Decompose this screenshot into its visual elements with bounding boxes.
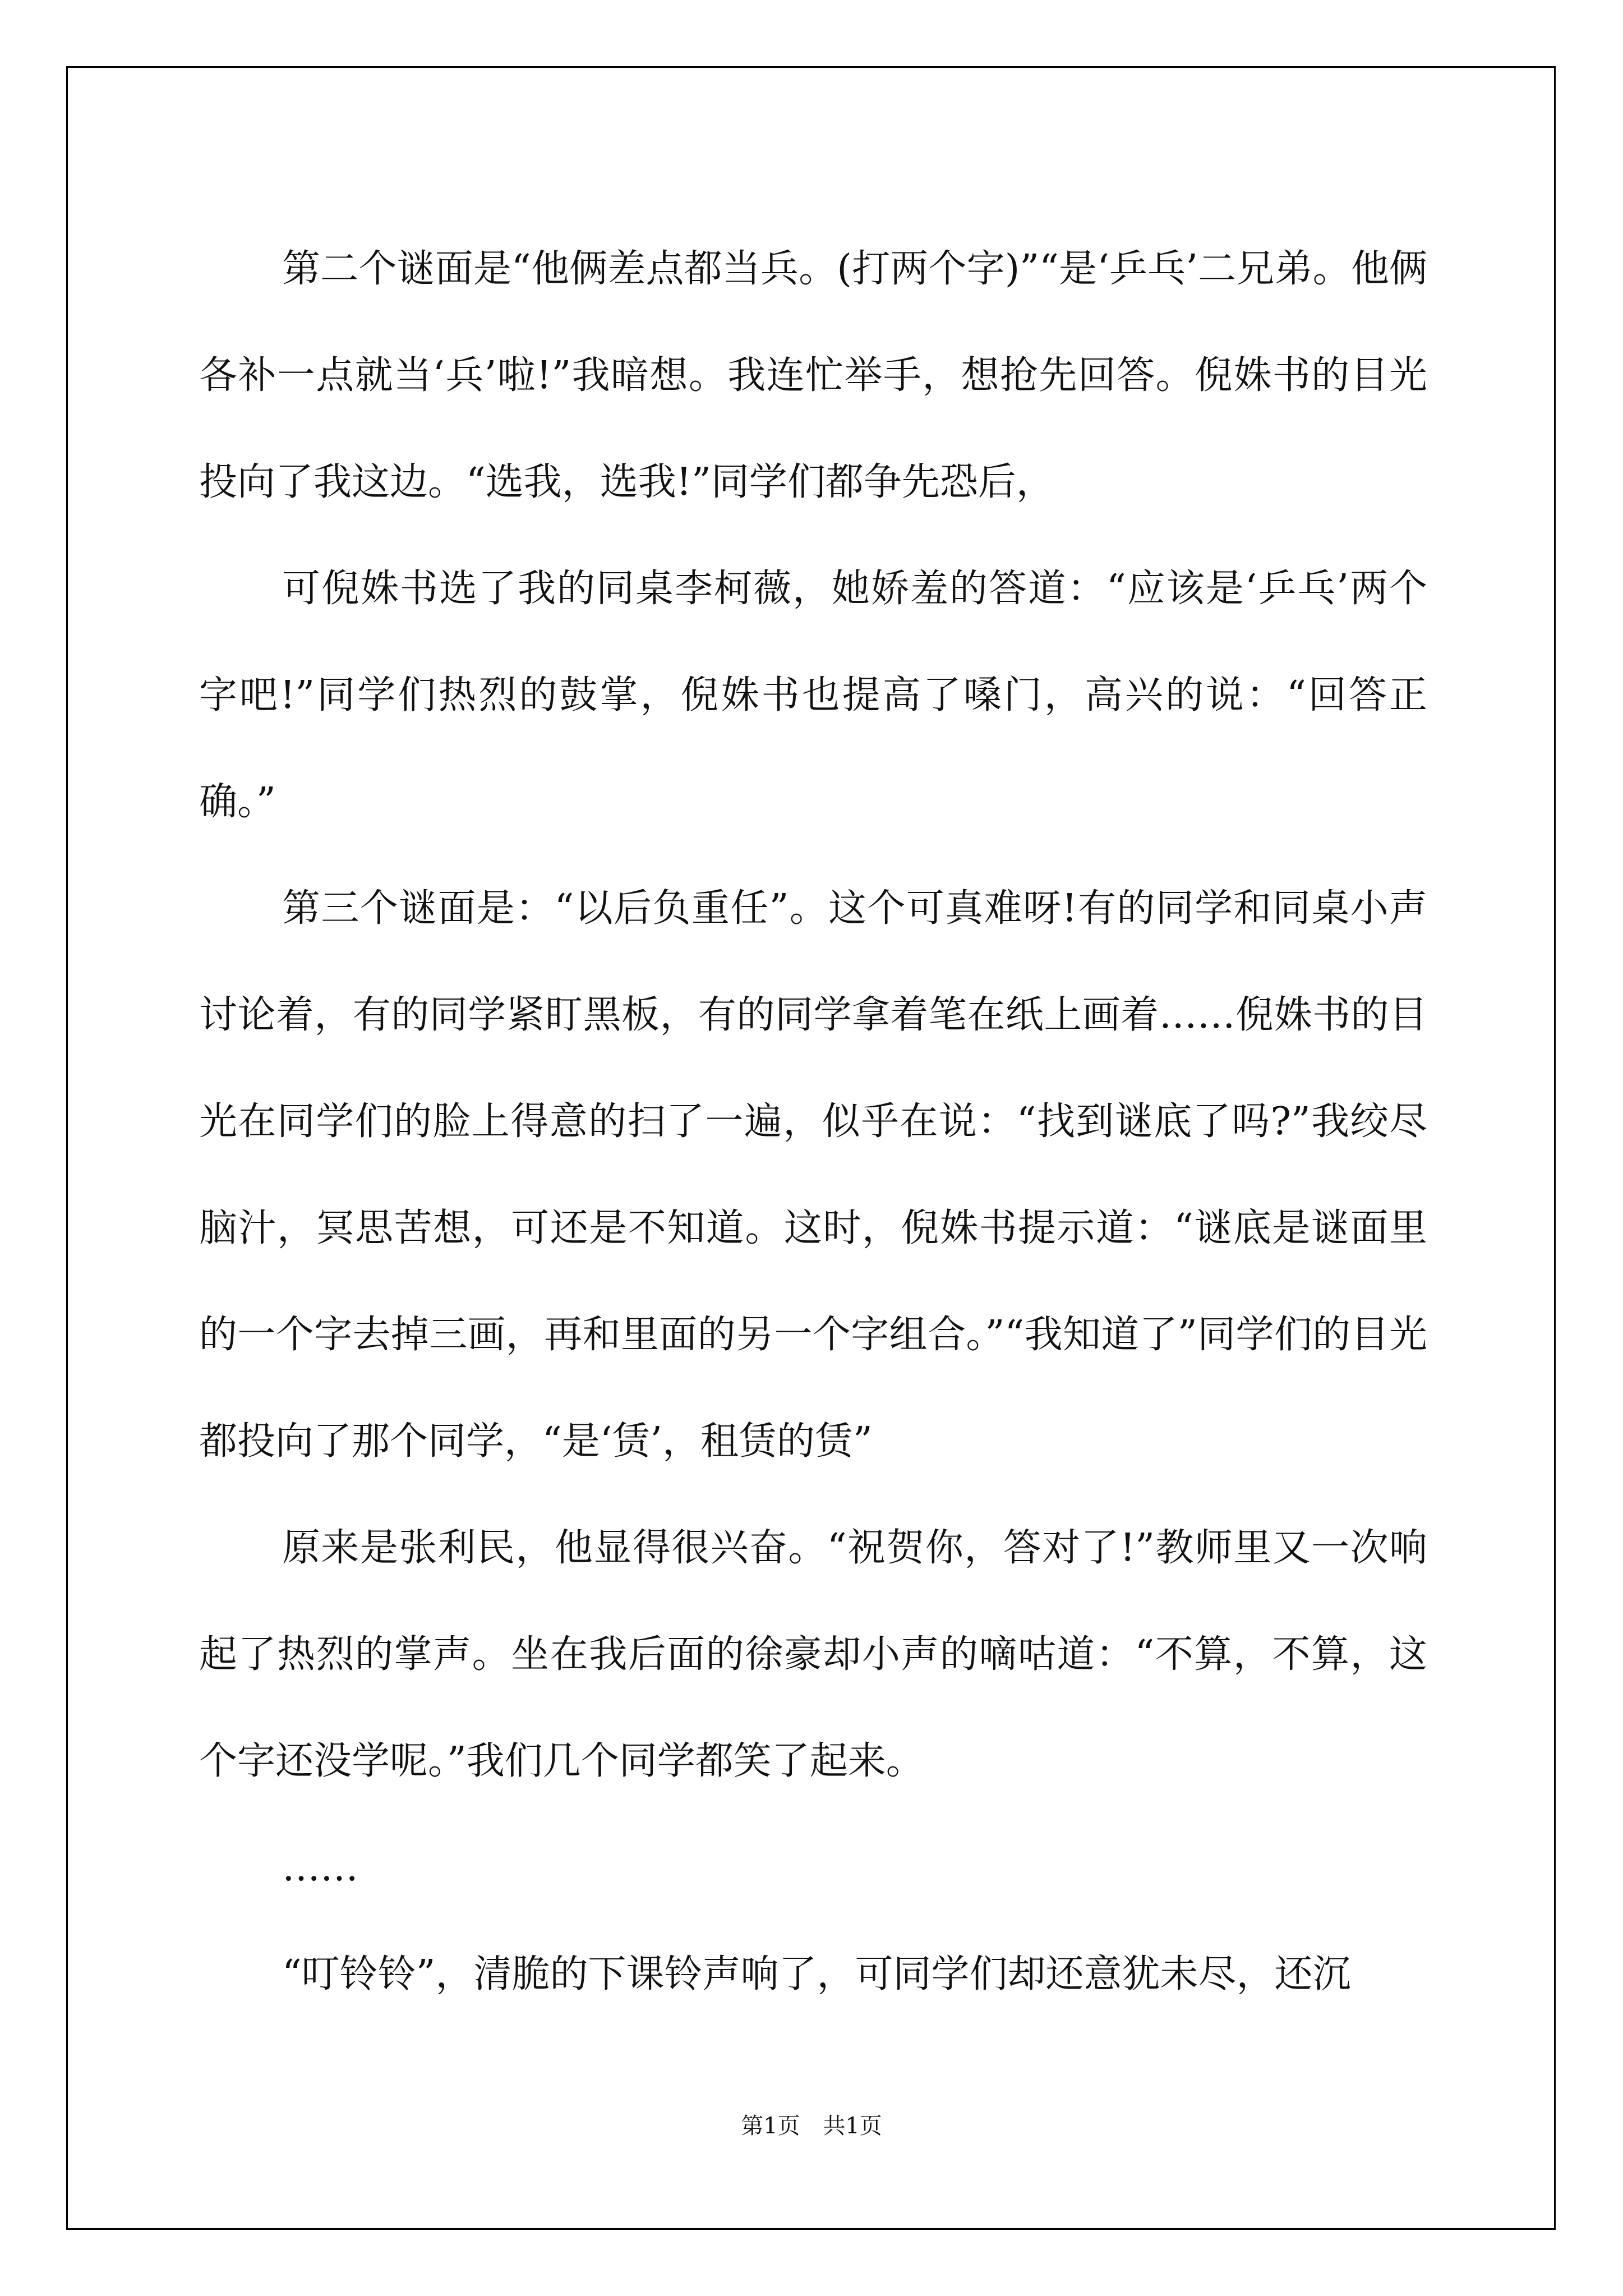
paragraph-4: 原来是张利民，他显得很兴奋。“祝贺你，答对了!”教师里又一次响起了热烈的掌声。坐在我后面的徐豪却小声的嘀咕道：“不算，不算，这个字还没学呢。”我们几个同学都笑了起来。 bbox=[199, 1526, 1427, 1783]
page-number: 第1页 bbox=[741, 2113, 800, 2139]
page-footer bbox=[0, 2108, 1623, 2140]
document-body bbox=[199, 216, 1427, 2028]
paragraph-5: “叮铃铃”，清脆的下课铃声响了，可同学们却还意犹未尽，还沉 bbox=[282, 1952, 1351, 1996]
paragraph-2: 可倪姝书选了我的同桌李柯薇，她娇羞的答道：“应该是‘乒乓’两个字吧!”同学们热烈的鼓掌，倪姝书也提高了嗓门，高兴的说：“回答正确。” bbox=[199, 567, 1427, 824]
paragraph-3: 第三个谜面是：“以后负重任”。这个可真难呀!有的同学和同桌小声讨论着，有的同学紧盯黑板，有的同学拿着笔在纸上画着……倪姝书的目光在同学们的脸上得意的扫了一遍，似乎在说：“找到谜底了吗?”我绞尽脑汁，冥思苦想，可还是不知道。这时，倪姝书提示道：“谜底是谜面里的一个字去掉三画，再和里面的另一个字组合。”“我知道了”同学们的目光都投向了那个同学，“是‘赁’，租赁的赁” bbox=[199, 886, 1427, 1464]
page-total: 共1页 bbox=[823, 2113, 882, 2139]
ellipsis-line: …… bbox=[282, 1846, 358, 1890]
paragraph-1: 第二个谜面是“他俩差点都当兵。(打两个字)”“是‘乒乓’二兄弟。他俩各补一点就当‘兵’啦!”我暗想。我连忙举手，想抢先回答。倪姝书的目光投向了我这边。“选我，选我!”同学们都争先恐后， bbox=[199, 247, 1427, 504]
